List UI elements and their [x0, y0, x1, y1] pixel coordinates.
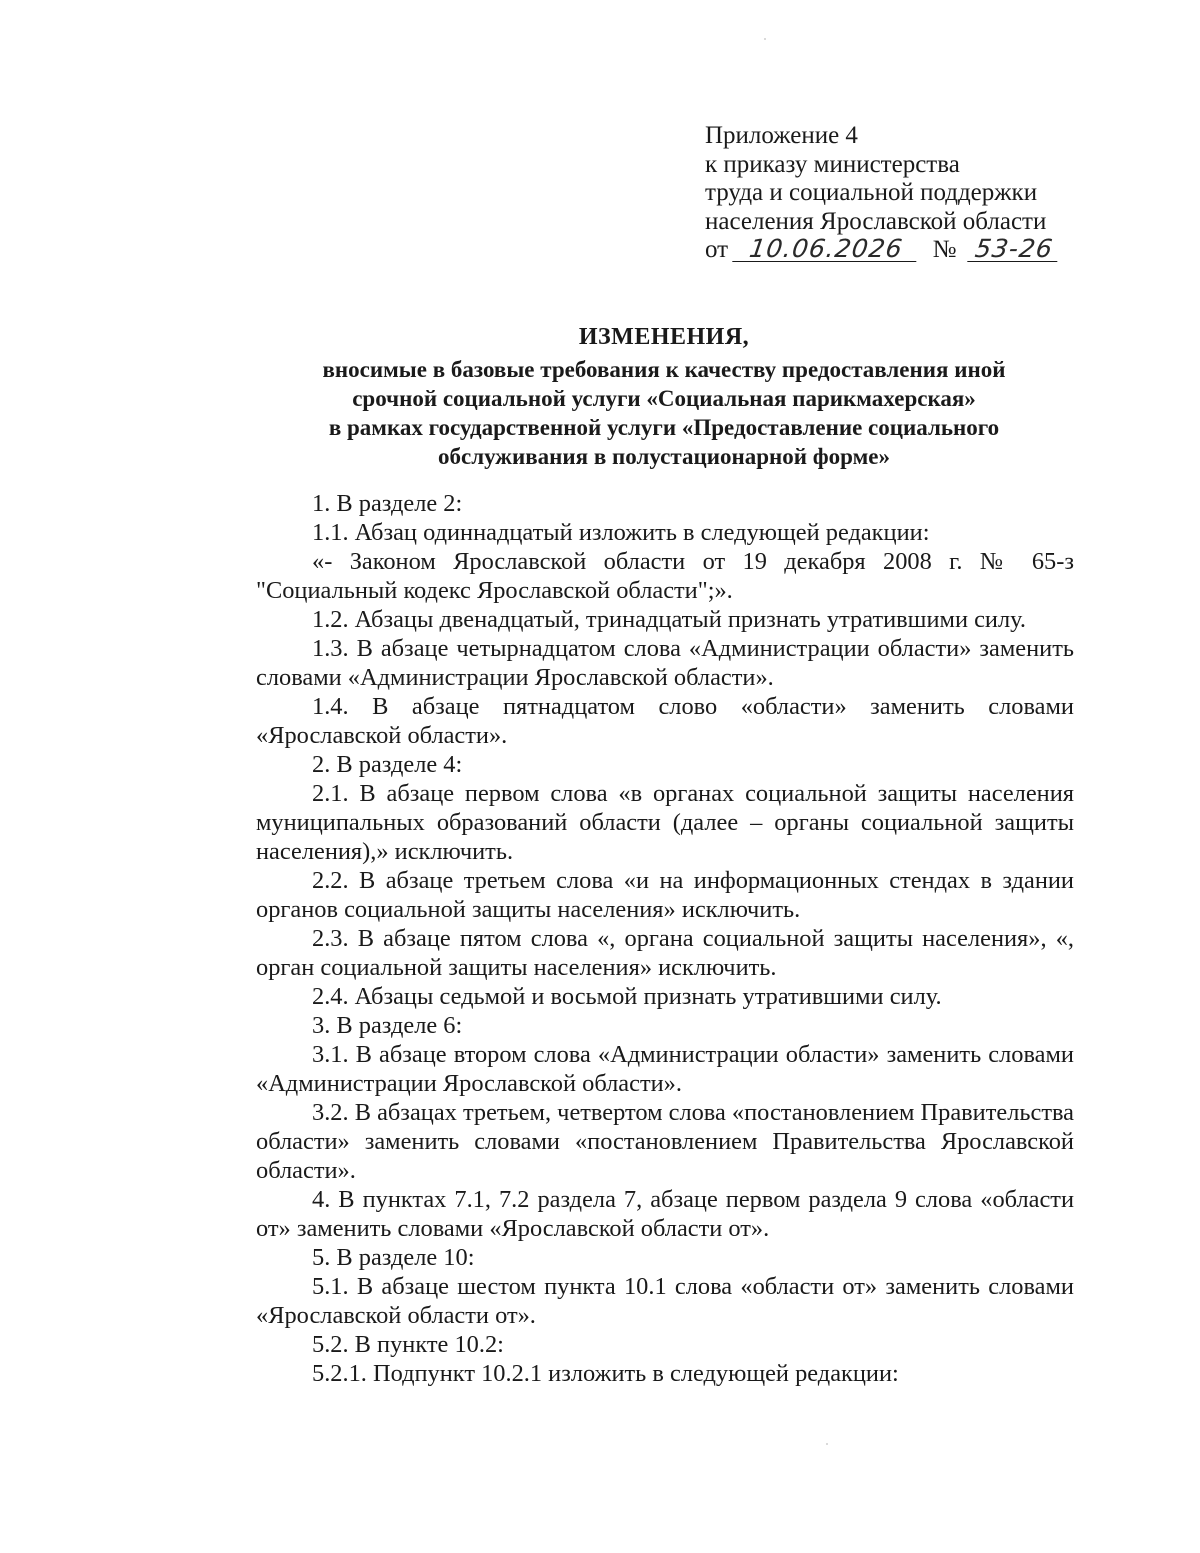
date-prefix: от	[705, 236, 729, 263]
paragraph: 3.1. В абзаце втором слова «Администрации области» заменить словами «Администрации Ярославской области».	[256, 1041, 1074, 1097]
appendix-date-line	[705, 236, 1125, 265]
document-body	[256, 489, 1074, 1388]
paragraph: 1.3. В абзаце четырнадцатом слова «Администрации области» заменить словами «Администрации Ярославской области».	[256, 635, 1074, 691]
title-line-2: срочной социальной услуги «Социальная парикмахерская»	[352, 386, 976, 411]
paragraph: 2.2. В абзаце третьем слова «и на информационных стендах в здании органов социальной защиты населения» исключить.	[256, 867, 1074, 923]
paragraph: 4. В пунктах 7.1, 7.2 раздела 7, абзаце первом раздела 9 слова «области от» заменить словами «Ярославской области от».	[256, 1186, 1074, 1242]
paragraph: 5. В разделе 10:	[312, 1244, 475, 1271]
title-line-3: в рамках государственной услуги «Предоставление социального	[328, 415, 1000, 440]
paragraph: 2. В разделе 4:	[312, 751, 463, 778]
appendix-line-3: труда и социальной поддержки	[705, 179, 1038, 206]
number-sign: №	[932, 236, 957, 263]
paragraph: 5.1. В абзаце шестом пункта 10.1 слова «области от» заменить словами «Ярославской области от».	[256, 1273, 1074, 1329]
handwritten-date: 10.06.2026	[733, 237, 921, 262]
appendix-line-4: населения Ярославской области	[705, 207, 1047, 235]
paragraph: «- Законом Ярославской области от 19 декабря 2008 г. № 65-з "Социальный кодекс Ярославской области";».	[256, 548, 1074, 604]
scan-speck	[826, 1443, 828, 1445]
handwritten-number: 53-26	[967, 237, 1061, 262]
paragraph: 2.1. В абзаце первом слова «в органах социальной защиты населения муниципальных образований области (далее – органы социальной защиты населения),» исключить.	[256, 780, 1074, 865]
paragraph: 3.2. В абзацах третьем, четвертом слова «постановлением Правительства области» заменить словами «постановлением Правительства Ярославской области».	[256, 1099, 1074, 1184]
paragraph: 1.4. В абзаце пятнадцатом слово «области» заменить словами «Ярославской области».	[256, 693, 1074, 749]
paragraph: 1. В разделе 2:	[312, 490, 463, 517]
appendix-line-2: к приказу министерства	[705, 150, 960, 178]
paragraph: 3. В разделе 6:	[312, 1012, 463, 1039]
document-title	[250, 323, 1078, 471]
title-line-1: вносимые в базовые требования к качеству предоставления иной	[322, 357, 1006, 382]
paragraph: 2.4. Абзацы седьмой и восьмой признать утратившими силу.	[312, 983, 942, 1010]
title-main: ИЗМЕНЕНИЯ,	[578, 324, 750, 350]
paragraph: 5.2.1. Подпункт 10.2.1 изложить в следующей редакции:	[312, 1360, 899, 1387]
scan-speck	[764, 38, 766, 40]
appendix-header	[705, 122, 1125, 265]
paragraph: 1.2. Абзацы двенадцатый, тринадцатый признать утратившими силу.	[312, 606, 1026, 633]
paragraph: 5.2. В пункте 10.2:	[312, 1331, 504, 1358]
appendix-line-1: Приложение 4	[705, 122, 858, 149]
paragraph: 1.1. Абзац одиннадцатый изложить в следующей редакции:	[312, 519, 930, 546]
paragraph: 2.3. В абзаце пятом слова «, органа социальной защиты населения», «, орган социальной защиты населения» исключить.	[256, 925, 1074, 981]
title-line-4: обслуживания в полустационарной форме»	[438, 444, 890, 469]
